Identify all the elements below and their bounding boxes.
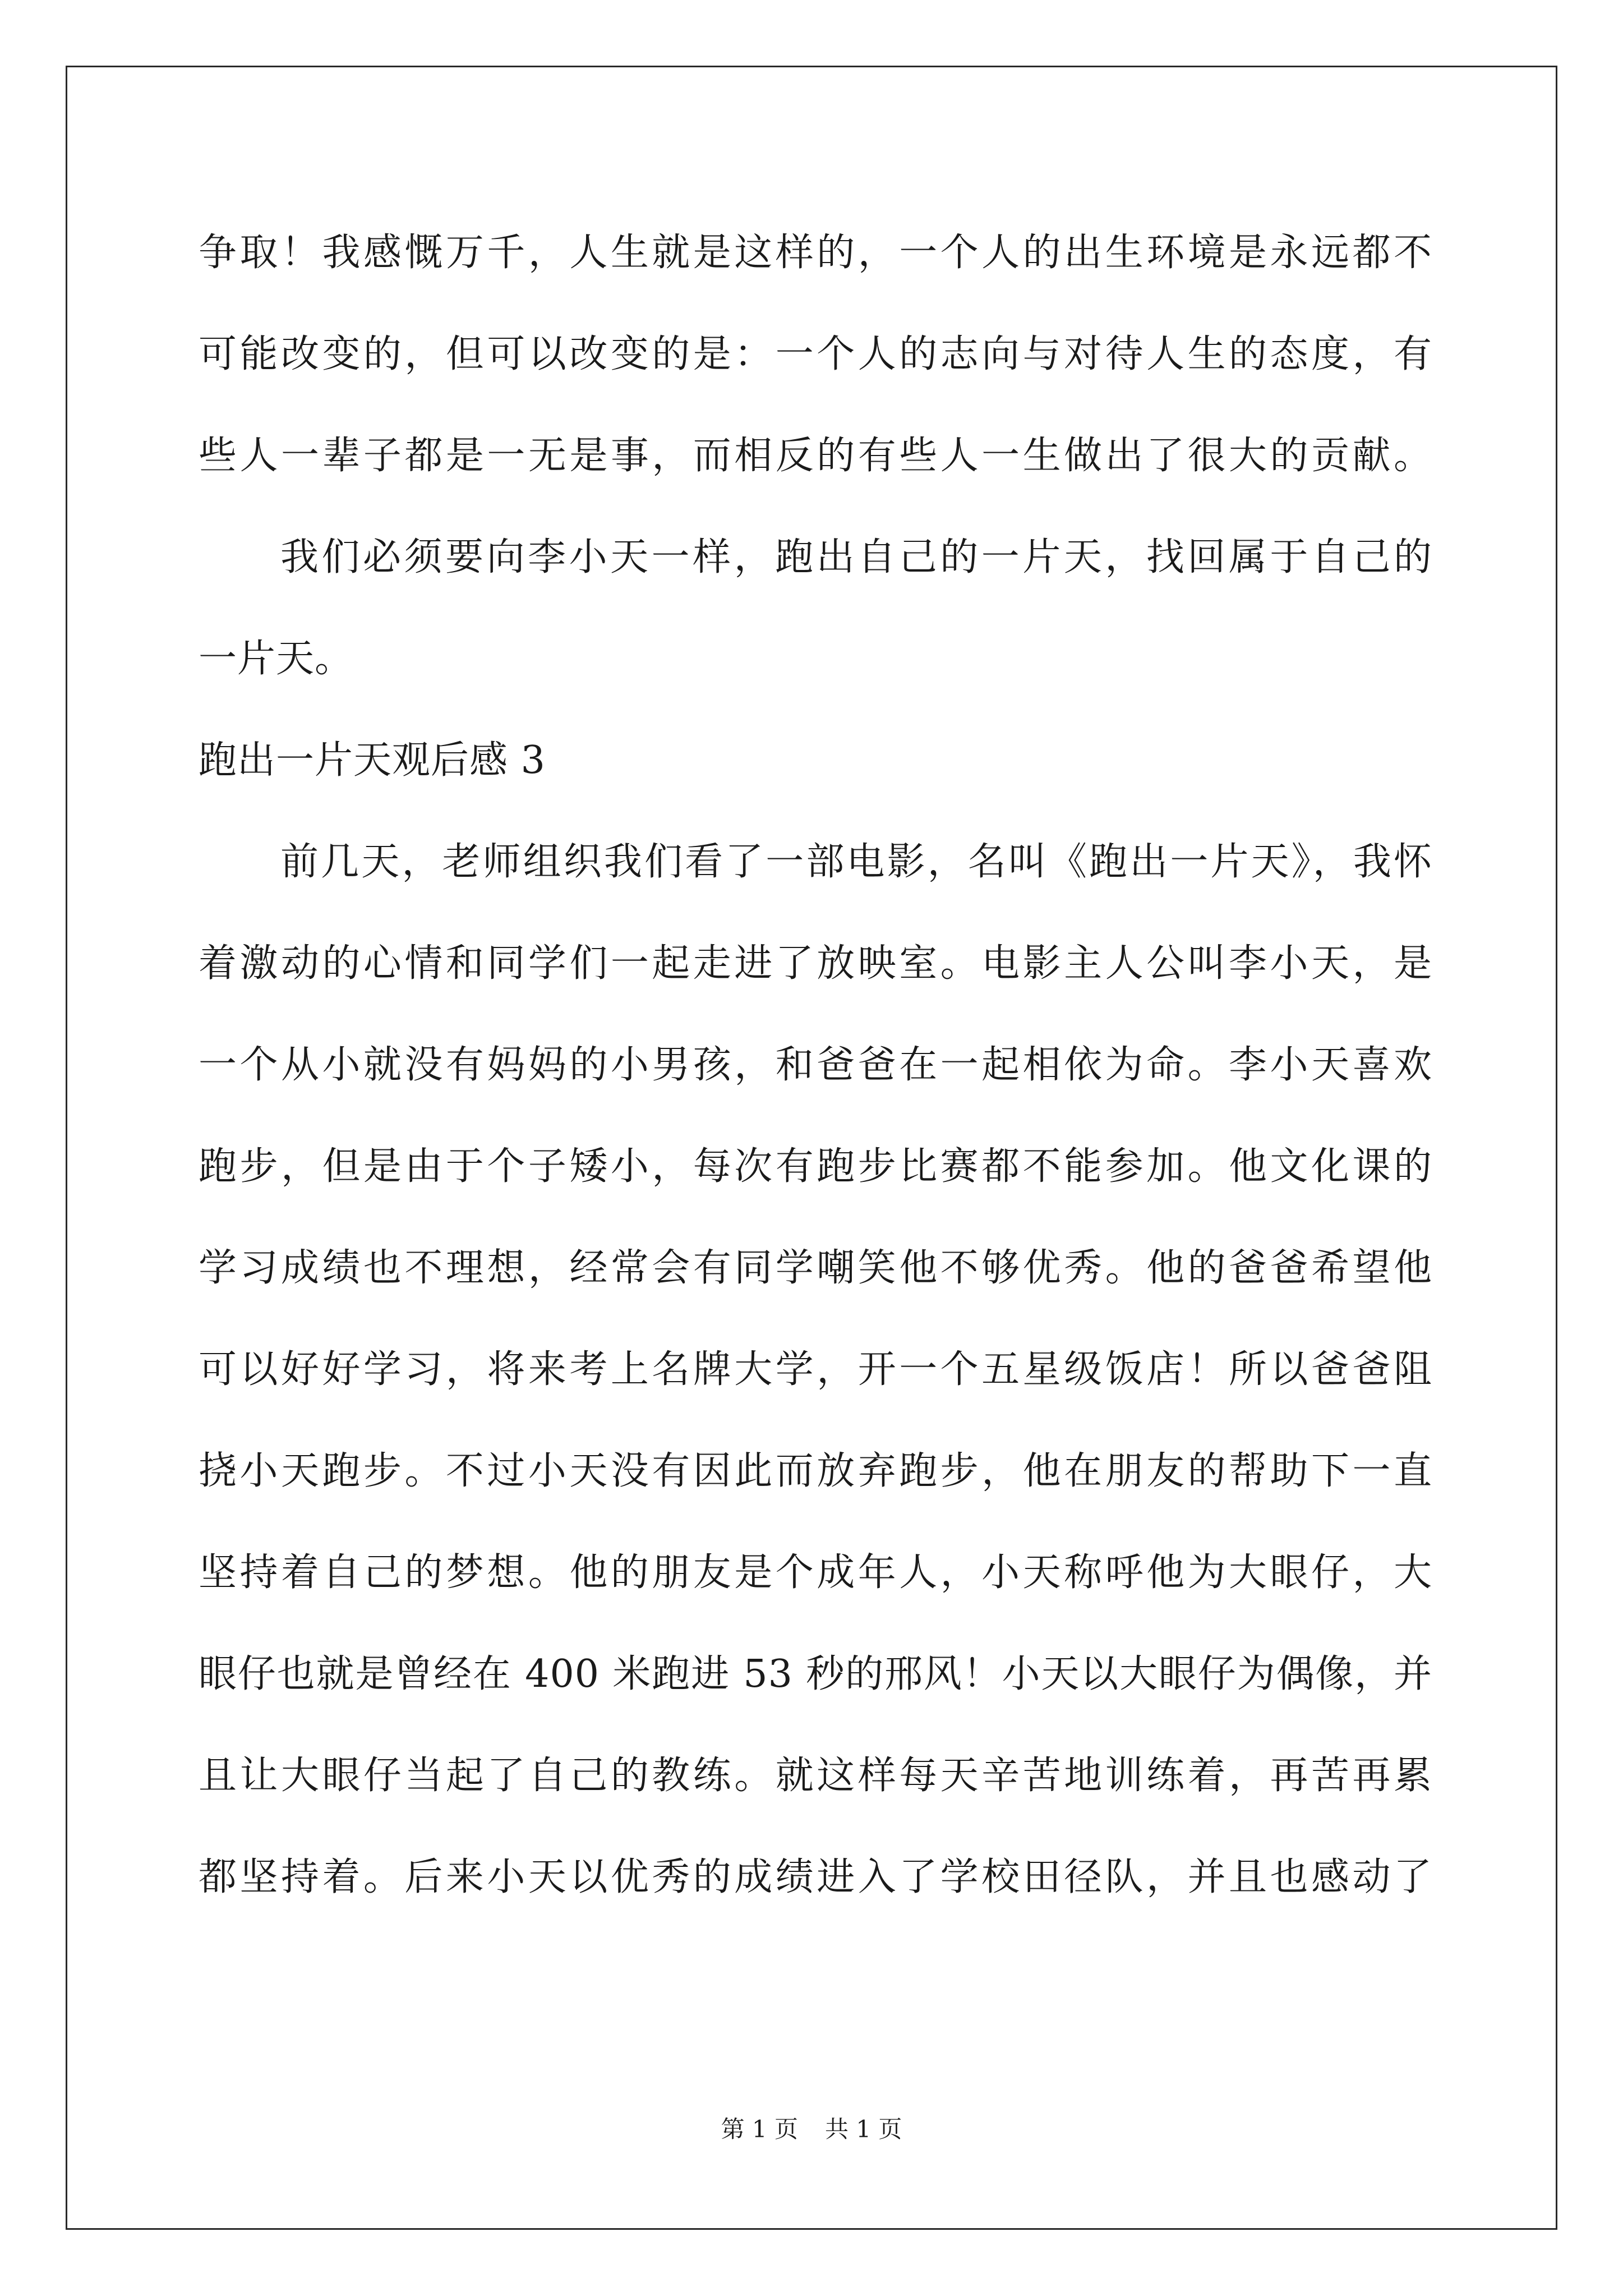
- text-line: 一个从小就没有妈妈的小男孩，和爸爸在一起相依为命。李小天喜欢: [199, 1043, 1432, 1087]
- document-body: [199, 202, 1432, 1928]
- text-line: 我们必须要向李小天一样，跑出自己的一片天，找回属于自己的: [280, 535, 1432, 579]
- text-line: 学习成绩也不理想，经常会有同学嘲笑他不够优秀。他的爸爸希望他: [199, 1246, 1432, 1290]
- page-number: 第 1 页: [721, 2115, 798, 2143]
- text-line: 坚持着自己的梦想。他的朋友是个成年人，小天称呼他为大眼仔，大: [199, 1550, 1432, 1595]
- text-line: 都坚持着。后来小天以优秀的成绩进入了学校田径队，并且也感动了: [199, 1855, 1432, 1899]
- text-line: 前几天，老师组织我们看了一部电影，名叫《跑出一片天》，我怀: [280, 840, 1432, 884]
- text-line: 且让大眼仔当起了自己的教练。就这样每天辛苦地训练着，再苦再累: [199, 1754, 1432, 1798]
- section-heading: 跑出一片天观后感 3: [199, 738, 546, 783]
- text-line: 跑步，但是由于个子矮小，每次有跑步比赛都不能参加。他文化课的: [199, 1144, 1432, 1189]
- text-line: 些人一辈子都是一无是事，而相反的有些人一生做出了很大的贡献。: [199, 434, 1432, 478]
- text-line: 一片天。: [199, 637, 354, 681]
- text-line: 可能改变的，但可以改变的是：一个人的志向与对待人生的态度，有: [199, 332, 1432, 376]
- page-total: 共 1 页: [825, 2115, 902, 2143]
- text-line: 可以好好学习，将来考上名牌大学，开一个五星级饭店！所以爸爸阻: [199, 1347, 1432, 1392]
- text-line: 着激动的心情和同学们一起走进了放映室。电影主人公叫李小天，是: [199, 941, 1432, 986]
- text-line: 眼仔也就是曾经在 400 米跑进 53 秒的邢风！小天以大眼仔为偶像，并: [199, 1652, 1432, 1696]
- text-line: 挠小天跑步。不过小天没有因此而放弃跑步，他在朋友的帮助下一直: [199, 1449, 1432, 1493]
- page-footer: [0, 2113, 1623, 2146]
- text-line: 争取！我感慨万千，人生就是这样的，一个人的出生环境是永远都不: [199, 231, 1432, 275]
